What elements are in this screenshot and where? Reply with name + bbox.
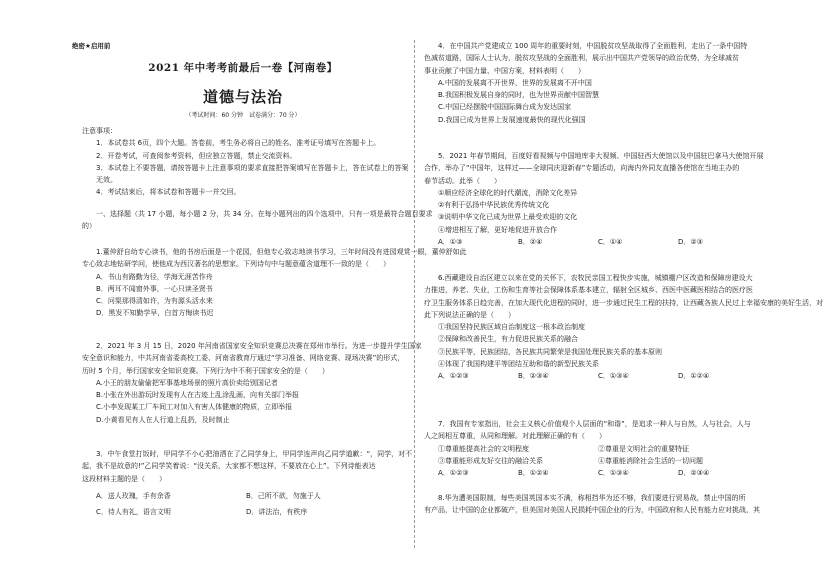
statement: ②有利于弘扬中华民族优秀传统文化: [438, 201, 550, 210]
option: A.小王的朋友偷偷把军事基地场景的照片高价卖给别国记者: [96, 378, 278, 387]
option: C.小李发现某工厂车间工对加入有害人体健康的物质，立即举报: [96, 403, 293, 412]
question-6: [424, 272, 823, 383]
option: B．②③④: [518, 372, 549, 381]
option: A．①③: [438, 238, 463, 247]
question-5: [424, 150, 764, 248]
option-row: [82, 506, 404, 518]
question-text: 人之间相互尊重，从同和理解。对此理解正确的有（ ）: [424, 432, 606, 441]
statement-row: [424, 443, 764, 455]
subject-title: 道德与法治: [202, 88, 283, 106]
option-row: [424, 467, 764, 479]
option: B．己所不欲，勿施于人: [246, 491, 321, 500]
question-text: 力推进，养老、失业，工伤和生育等社会保障体系基本建立，辐射全区城乡、西医中医藏医相结合的医疗医: [424, 286, 753, 295]
question-text: 2．2021 年 3 月 15 日，2020 年河南省国家安全知识竞赛总决赛在郑州市举行。为进一步提升学生国家: [96, 342, 422, 350]
notes-block: [82, 125, 409, 199]
statement: ②尊重是文明社会的重要特征: [598, 444, 689, 453]
question-8: [424, 492, 764, 517]
exam-title: 2021 年中考考前最后一卷【河南卷】: [148, 62, 338, 74]
note-item: 2．开卷考试，可查阅参考资料，但应独立答题，禁止交流资料。: [96, 151, 297, 160]
question-text: 春节活动。此举（ ）: [424, 176, 501, 185]
question-text: 合作，举办了“中国年，这样过——全球同庆迎新春”专题活动，向海内外同友直播各使馆在当地主办的: [424, 164, 740, 173]
question-7: [424, 418, 764, 479]
option: A．①②③: [438, 469, 469, 478]
question-text: 3．中午食堂打饭时，甲同学不小心把油洒在了乙同学身上，甲同学连声向乙同学道歉：“，同学，对不: [96, 450, 413, 458]
question-text: 色减贫道路，国际人士认为，脱贫攻坚战的全面胜利，展示出中国共产党领导的政治优势，为全球减贫: [424, 54, 739, 63]
question-4: [424, 40, 764, 126]
section-line: 的）: [82, 222, 96, 231]
statement: ①我国坚持民族区域自治制度这一根本政治制度: [438, 323, 585, 332]
question-text: 事业贡献了中国力量、中国方案，材料表明（ ）: [424, 66, 585, 75]
question-text: 此下列说法正确的是（ ）: [424, 310, 515, 319]
question-text: 这段材料主题的是（ ）: [82, 474, 166, 483]
option: D．①②④: [678, 372, 710, 381]
option: D．②③: [678, 238, 703, 247]
option: B．②④: [518, 238, 543, 247]
question-text: 疗卫生服务体系日趋完善，在加大现代化进程的同时，进一步通过民生工程的扶持，让西藏各族人民过上幸福安康的美好生活，对: [424, 298, 823, 307]
statement: ①顺应经济全球化的时代潮流，消除文化差异: [438, 188, 578, 197]
statement: ④尊重能消除社会生活的一切问题: [598, 456, 703, 465]
column-divider: [414, 40, 415, 548]
option: B．①②④: [518, 469, 549, 478]
option: D.小黄看见有人在人行道上乱扔，及时制止: [96, 415, 230, 424]
option: C．待人有礼，语言文明: [96, 508, 171, 517]
question-text: 6.西藏建设自治区建立以来在党的关怀下，农牧民亲国工程快步实施，城镇棚户区改造和保障房建设大: [438, 274, 753, 282]
option: A.中国的发展离不开世界，世界的发展离不开中国: [438, 78, 592, 87]
question-text: 专心致志地钻研学问，使他成为西汉著名的思想家。下列诗句中与题意蕴含道理不一致的是（ ）: [82, 260, 390, 269]
option-row: [82, 490, 404, 502]
note-item: 无效。: [96, 176, 117, 185]
option: C．①③④: [598, 372, 629, 381]
question-3: [82, 448, 413, 518]
option: B.小张在外出游玩时发现有人在古迹上乱涂乱画，向有关部门举报: [96, 391, 300, 400]
option: B．两耳不闻窗外事，一心只读圣贤书: [96, 284, 213, 293]
option: D．黑发不知勤学早，白首方悔读书迟: [96, 309, 214, 318]
question-text: 7．我国有专家指出，社会主义核心价值观个人层面的“和谐”，是追求一种人与自然，人与社会，人与: [438, 420, 751, 428]
statement: ③说明中华文化已成为世界上最受欢迎的文化: [438, 213, 578, 222]
exam-info: （考试时间：60 分钟 试卷满分：70 分）: [185, 112, 301, 119]
statement: ③民族平等，民族团结，各民族共同繁荣是我国处理民族关系的基本原则: [438, 347, 662, 356]
question-text: 5．2021 年春节期间，百度好看视频与中国地库非大视频、中国驻西大使馆以及中国驻巴拿马大使馆开展: [438, 152, 764, 160]
option: C．问渠那得清如许，为有源头活水来: [96, 297, 213, 306]
notes-heading: 注意事项：: [82, 127, 117, 135]
option: A．①②③: [438, 372, 469, 381]
statement: ②保障和改善民生，有力促进民族关系的融合: [438, 335, 578, 344]
option: C.中国已经摆脱中国国际舞台成为发达国家: [438, 103, 572, 112]
question-text: 1.董仲舒自幼专心读书，他的书房后面是一个花园，但他专心致志地读书学习，三年时间没有进园观赏一眼，董仲舒如此: [96, 248, 467, 256]
question-1: [82, 246, 467, 320]
question-text: 安全意识和能力，中共河南省委高校工委、河南省教育厅通过“学习准备、网络竞赛、现场决赛”的形式，: [82, 354, 405, 363]
option: B.我国积极发展自身的同时，也为世界贡献中国智慧: [438, 91, 600, 100]
question-text: 8.华为遭美国限制，每些美国英国本实不满，称相挡华为还不够，我们要进行贸易战，禁止中国的所: [438, 494, 746, 502]
option: C．①④: [598, 238, 623, 247]
statement: ④增进相互了解，更好地促进开放合作: [438, 225, 557, 234]
option: D.我国已成为世界上发展速度最快的现代化强国: [438, 115, 586, 124]
note-item: 3．本试卷上不要答题，请按答题卡上注意事项的要求直接把答案填写在答题卡上，答在试卷上的答案: [96, 163, 409, 172]
question-text: 有产品，让中国的企业都破产，但美国对美国人民损耗中国企业的行为，中国政府和人民有能力应对挑战，其: [424, 506, 760, 515]
question-2: [82, 340, 422, 426]
option: C．①③④: [598, 469, 629, 478]
secret-label: 绝密★启用前: [72, 42, 111, 50]
statement: ③尊重能形成友好交往的融洽关系: [438, 456, 543, 465]
option: A．送人玫瑰，手有余香: [96, 491, 171, 500]
option: D．②③④: [678, 469, 710, 478]
statement-row: [424, 455, 764, 467]
note-item: 4．考试结束后，将本试卷和答题卡一并交回。: [96, 188, 241, 197]
question-text: 历时 5 个月，举行国家安全知识竞赛。下列行为中不利于国家安全的是（ ）: [82, 366, 329, 375]
option-row: [424, 236, 764, 248]
note-item: 1．本试卷共 6页，四个大题。答卷前，考生务必将自己的姓名、准考证号填写在答题卡上。: [96, 139, 381, 148]
question-text: 起，我不是故意的!”乙同学笑着说：“没关系，大家都不想这样，不要放在心上”。下列诗能表达: [82, 462, 376, 471]
statement: ④体现了我国构建平等团结互助和谐的新型民族关系: [438, 360, 599, 369]
section-line: 一、选择题（共 17 小题，每小题 2 分，共 34 分。在每小题列出的四个选项中，只有一项是最符合题目要求: [96, 210, 433, 218]
question-text: 4．在中国共产党建成立 100 周年的重要时刻，中国脱贫攻坚战取得了全面胜利，走出了一条中国特: [438, 42, 748, 50]
statement: ①尊重能提高社会的文明程度: [438, 444, 529, 453]
option: D．讲法治，有秩序: [246, 508, 308, 517]
option: A．书山有路勤为径，学海无涯苦作舟: [96, 272, 213, 281]
option-row: [424, 370, 764, 382]
section-heading: [82, 208, 433, 233]
